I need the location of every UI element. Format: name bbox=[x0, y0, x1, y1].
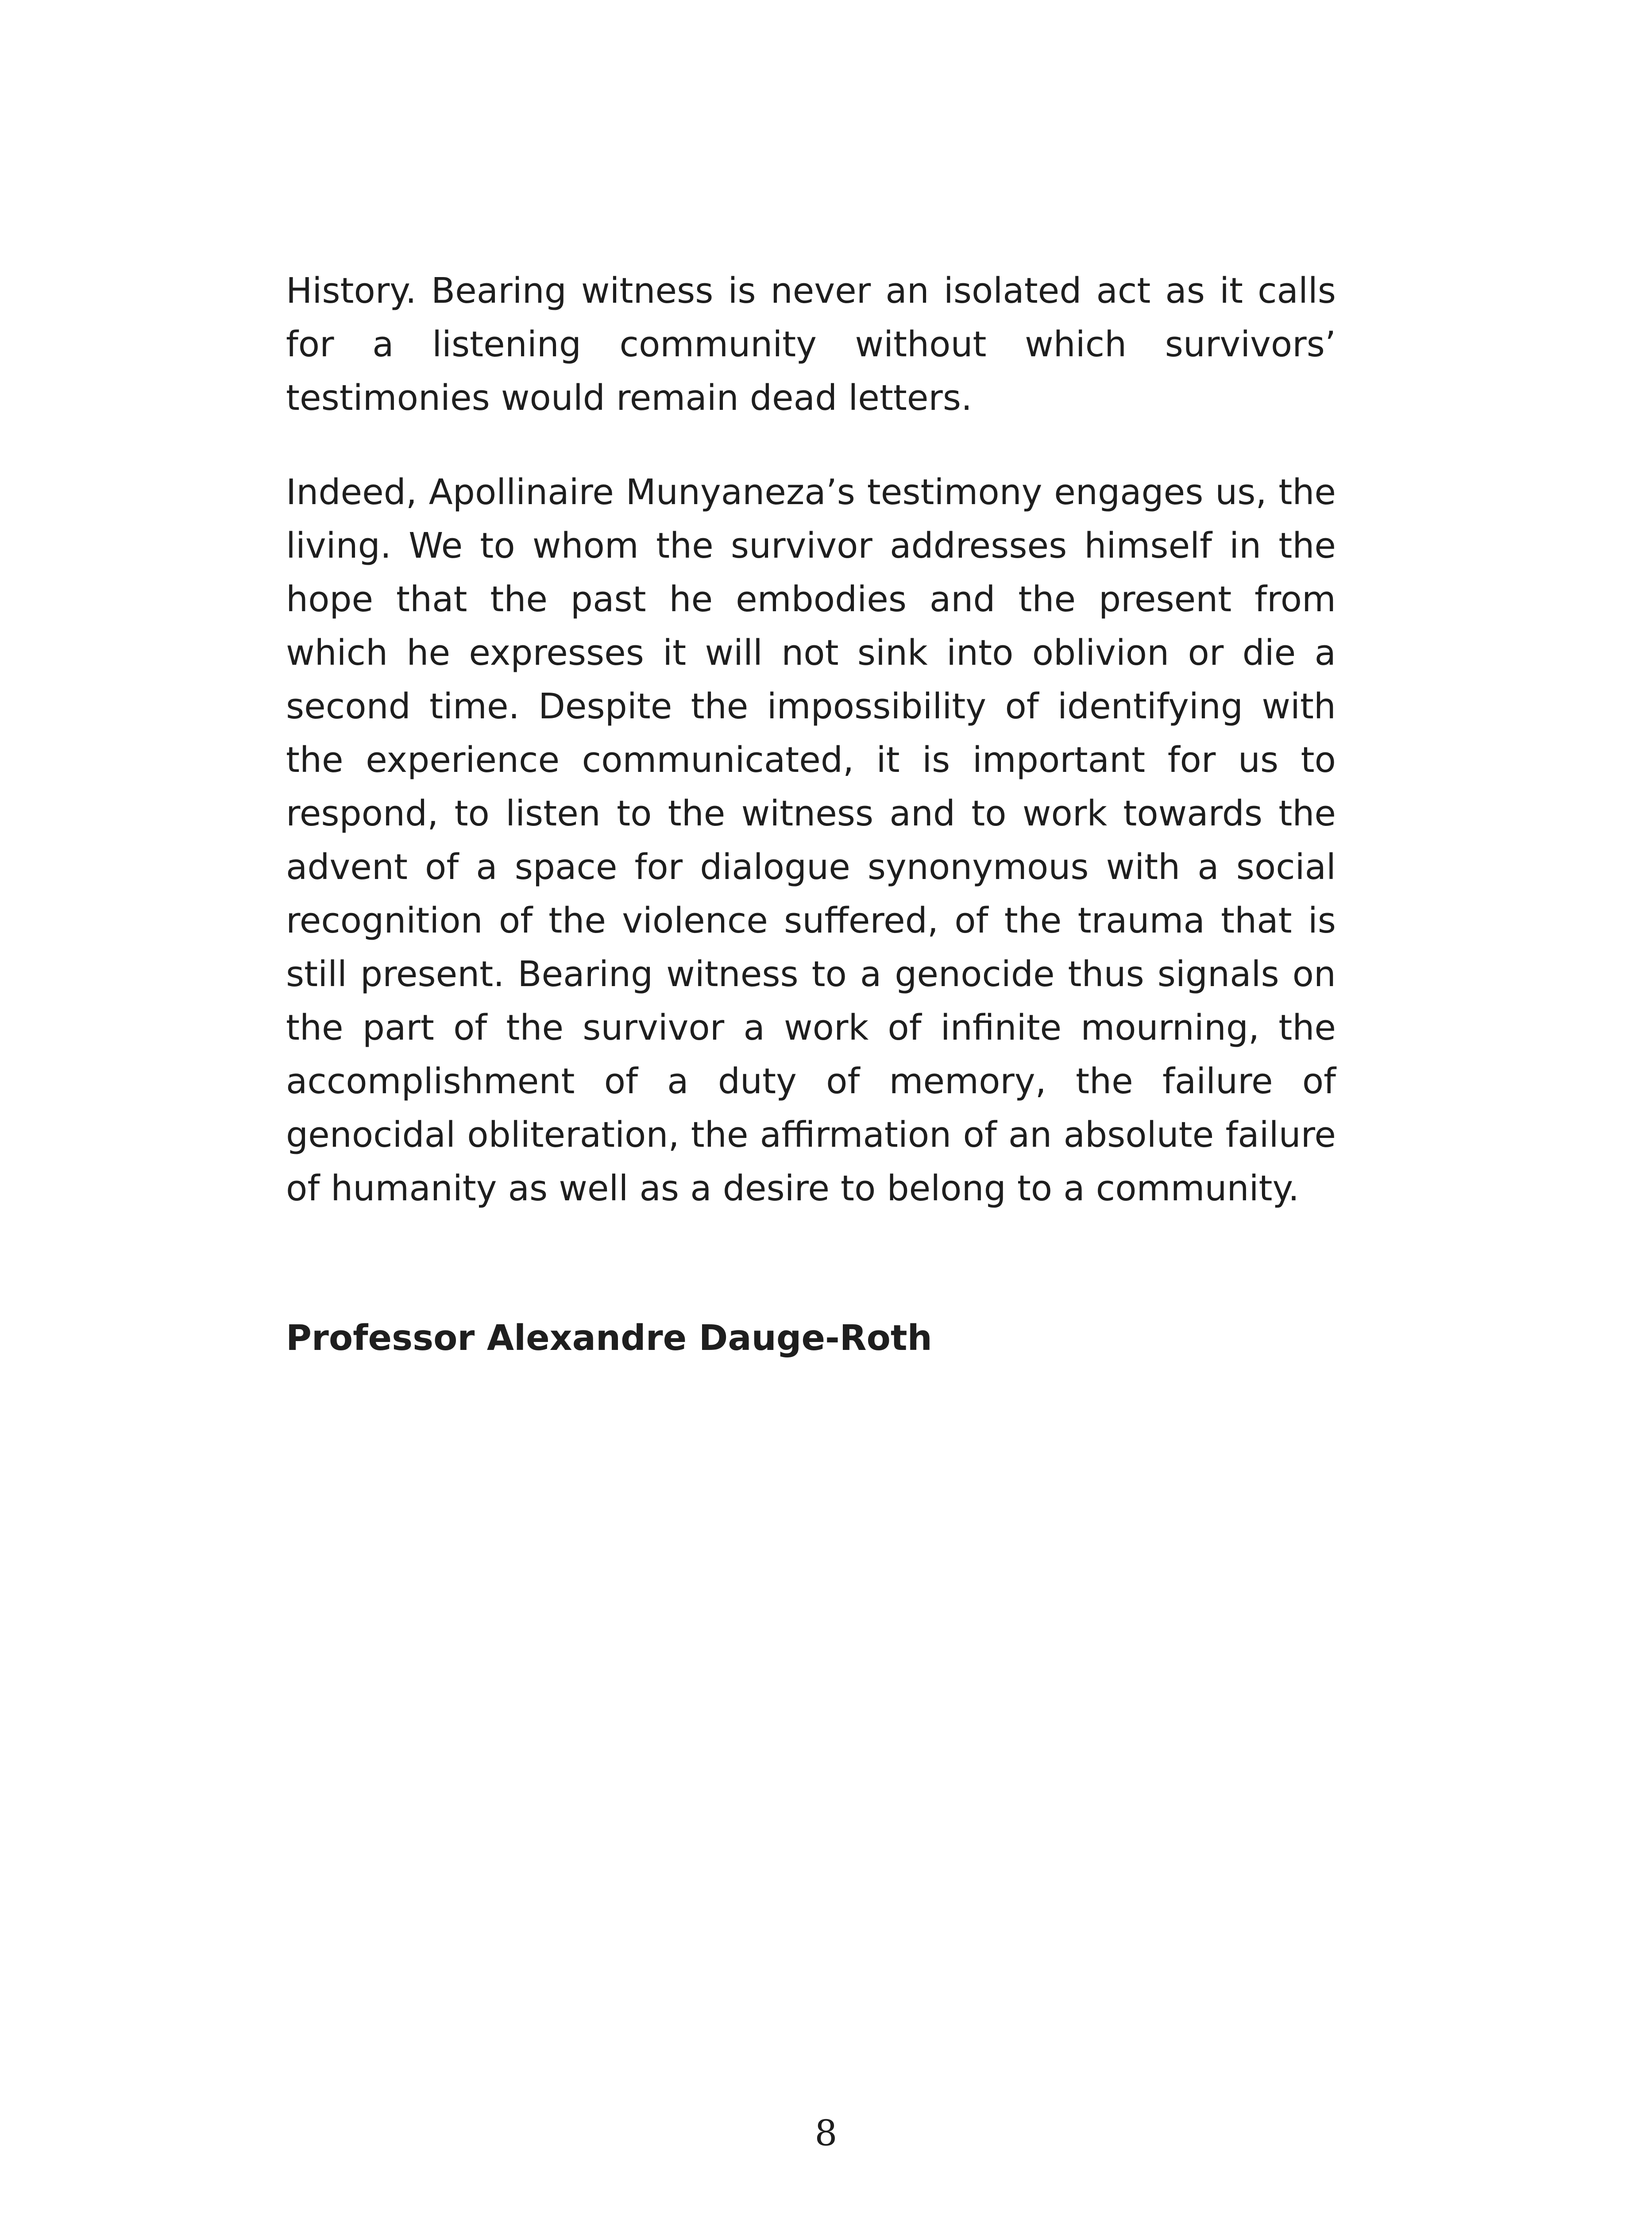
paragraph-history: History. Bearing witness is never an isolated act as it calls for a listening community without which survivors’ testimonies would remain dead letters. bbox=[286, 270, 1336, 418]
page-number: 8 bbox=[814, 2113, 838, 2154]
body-text bbox=[286, 264, 1336, 1215]
paragraph-testimony: Indeed, Apollinaire Munyaneza’s testimony engages us, the living. We to whom the survivor addresses himself in the hope that the past he embodies and the present from which he expresses it will not sink into oblivion or die a second time. Despite the impossibility of identifying with the experience communicated, it is important for us to respond, to listen to the witness and to work towards the advent of a space for dialogue synonymous with a social recognition of the violence suffered, of the trauma that is still present. Bearing witness to a genocide thus signals on the part of the survivor a work of infinite mourning, the accomplishment of a duty of memory, the failure of genocidal obliteration, the affirmation of an absolute failure of humanity as well as a desire to belong to a community. bbox=[286, 472, 1336, 1209]
author-signature: Professor Alexandre Dauge-Roth bbox=[286, 1318, 932, 1358]
